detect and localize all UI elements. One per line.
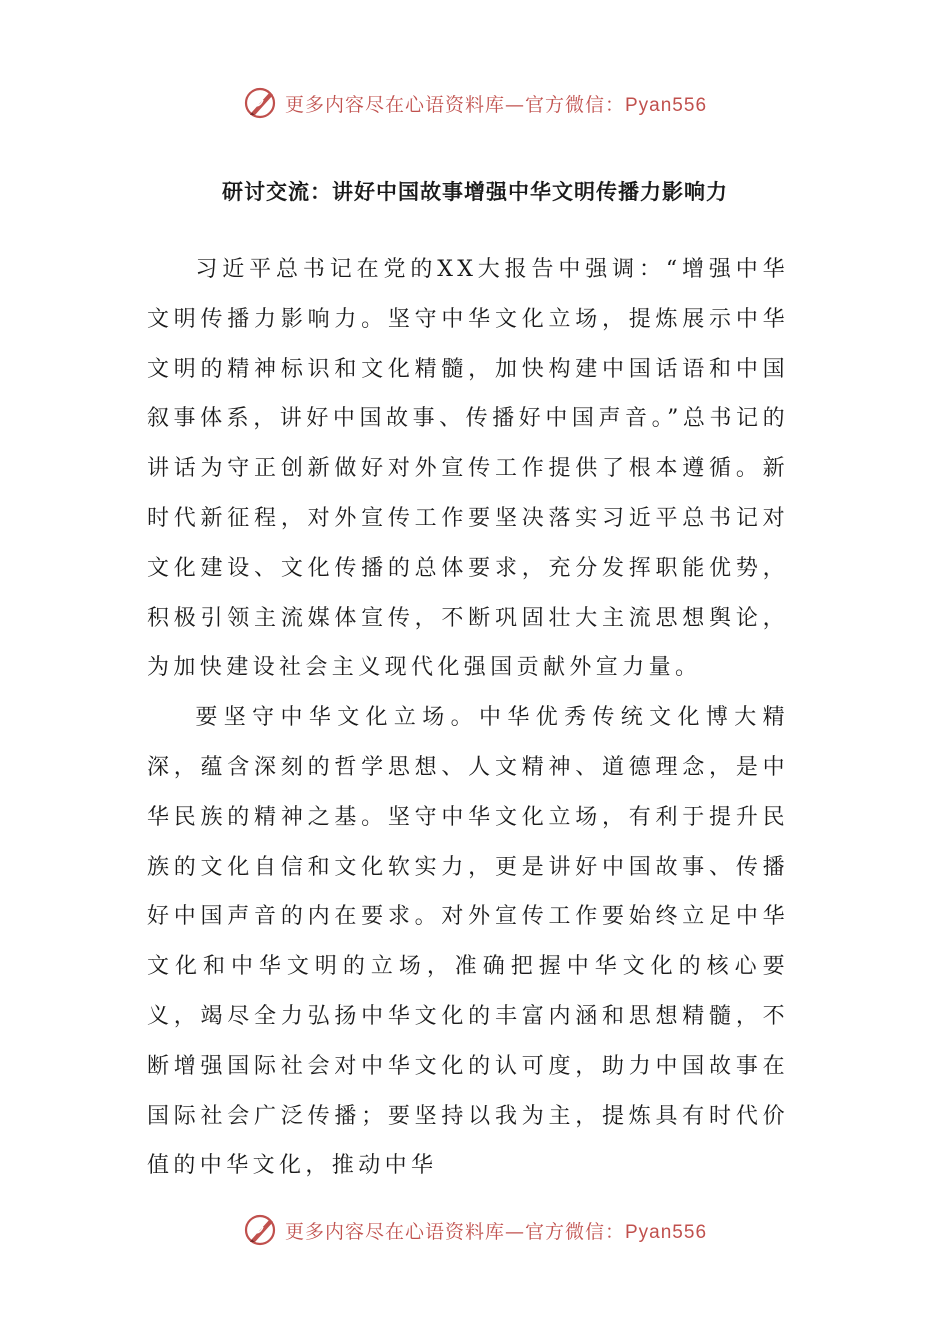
pen-circle-logo-icon bbox=[243, 1212, 279, 1248]
paragraph-1: 习近平总书记在党的XX大报告中强调：“增强中华文明传播力影响力。坚守中华文化立场，提炼展示中华文明的精神标识和文化精髓，加快构建中国话语和中国叙事体系，讲好中国故事、传播好中国声音。”总书记的讲话为守正创新做好对外宣传工作提供了根本遵循。新时代新征程，对外宣传工作要坚决落实习近平总书记对文化建设、文化传播的总体要求，充分发挥职能优势，积极引领主流媒体宣传，不断巩固壮大主流思想舆论，为加快建设社会主义现代化强国贡献外宣力量。 bbox=[147, 257, 789, 681]
document-title: 研讨交流：讲好中国故事增强中华文明传播力影响力 bbox=[222, 179, 728, 204]
footer-banner-text: 更多内容尽在心语资料库—官方微信：Pyan556 bbox=[284, 1220, 708, 1243]
footer-banner bbox=[0, 1210, 950, 1250]
paragraph-2: 要坚守中华文化立场。中华优秀传统文化博大精深，蕴含深刻的哲学思想、人文精神、道德理念，是中华民族的精神之基。坚守中华文化立场，有利于提升民族的文化自信和文化软实力，更是讲好中国故事、传播好中国声音的内在要求。对外宣传工作要始终立足中华文化和中华文明的立场，准确把握中华文化的核心要义，竭尽全力弘扬中华文化的丰富内涵和思想精髓，不断增强国际社会对中华文化的认可度，助力中国故事在国际社会广泛传播；要坚持以我为主，提炼具有时代价值的中华文化，推动中华 bbox=[147, 705, 789, 1179]
pen-circle-logo-icon bbox=[243, 85, 279, 121]
footer-wechat-id: Pyan556 bbox=[625, 1221, 708, 1243]
header-banner bbox=[0, 83, 950, 123]
document-body bbox=[147, 245, 789, 1179]
header-wechat-id: Pyan556 bbox=[625, 94, 708, 116]
header-banner-text: 更多内容尽在心语资料库—官方微信：Pyan556 bbox=[284, 93, 708, 116]
